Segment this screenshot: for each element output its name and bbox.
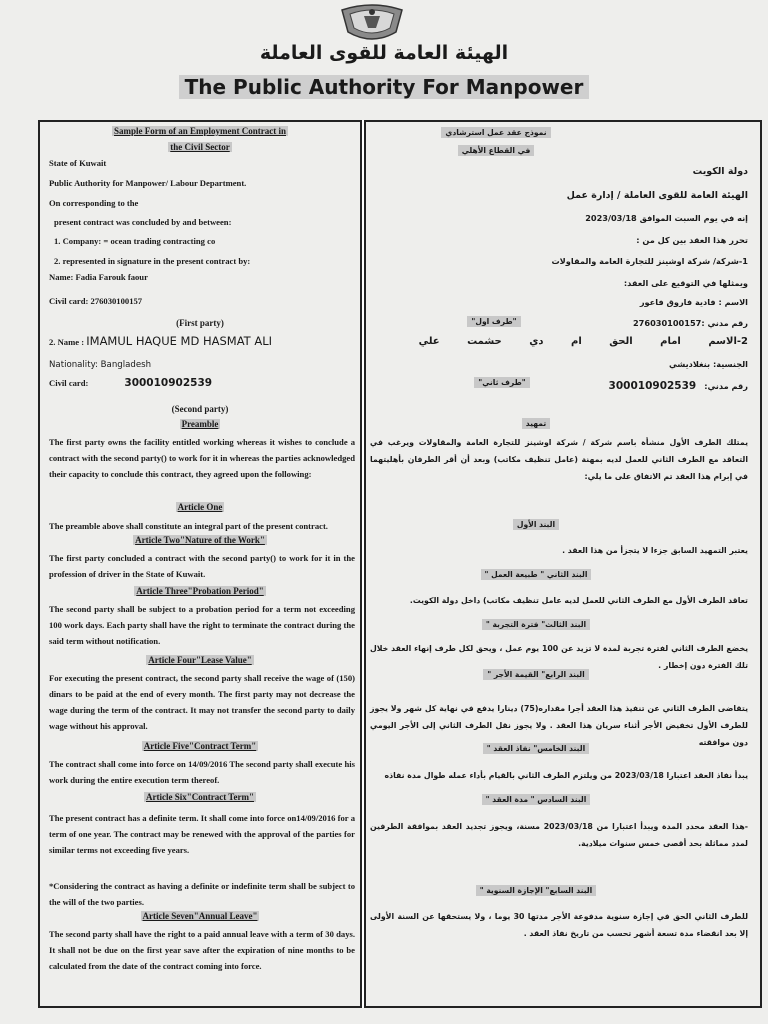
nationality-ar: الجنسية: بنغلاديشي	[668, 359, 748, 369]
rep-civil-en: Civil card: 276030100157	[49, 296, 143, 306]
preamble-text-en: The first party owns the facility entitled working whereas it wishes to conclude a contract with the second party() to work for it in whereas the parties acknowledged their capacity to conclude this contract, they agreed upon the following:	[49, 437, 355, 479]
article-two-text-ar: تعاقد الطرف الأول مع الطرف الثاني للعمل لديه عامل تنظيف مكاتب) داخل دولة الكويت.	[409, 596, 748, 605]
article-three-text-ar: يخضع الطرف الثاني لفترة تجربة لمدة لا تزيد عن 100 يوم عمل ، ويحق لكل طرف إنهاء العقد خلال تلك الفترة دون إخطار .	[370, 644, 748, 670]
on-line-en: On corresponding to the	[49, 198, 139, 208]
authority-title-arabic: الهيئة العامة للقوى العاملة	[259, 42, 509, 64]
second-party-ar: "طرف ثاني"	[462, 378, 542, 387]
article-five-header-ar: البند الخامس" نفاذ العقد "	[366, 744, 706, 753]
civil-number-en: 300010902539	[124, 377, 213, 389]
article-one-text-ar: يعتبر التمهيد السابق جزءا لا يتجزأ من هذا العقد .	[562, 546, 748, 555]
article-three-header-ar: البند الثالث" فترة التجربة "	[366, 620, 706, 629]
represented-en: 2. represented in signature in the present contract by:	[54, 256, 251, 266]
date-line-ar: إنه في يوم السبت الموافق 2023/03/18	[585, 213, 748, 223]
company-en: 1. Company: = ocean trading contracting co	[54, 236, 216, 246]
authority-en: Public Authority for Manpower/ Labour Department.	[49, 178, 247, 188]
form-title-en: Sample Form of an Employment Contract in	[114, 126, 286, 136]
article-two-header-ar: البند الثاني " طبيعة العمل "	[366, 570, 706, 579]
article-three-text-en: The second party shall be subject to a probation period for a term not exceeding 100 work days. Each party shall have the right to terminate the contract during the said term without notification.	[49, 604, 355, 646]
employee-name-row-en: 2. Name : IMAMUL HAQUE MD HASMAT ALI	[49, 334, 273, 348]
article-five-text-ar: يبدأ نفاذ العقد اعتبارا 2023/03/18 من ويلتزم الطرف الثاني بالقيام بأداء عمله طوال مدة نفاذه	[384, 771, 748, 780]
civil-row-ar: رقم مدني:300010902539	[608, 380, 748, 392]
form-title-ar: نموذج عقد عمل استرشادي	[366, 128, 626, 137]
preamble-header-en: Preamble	[181, 419, 219, 429]
article-six-text-ar: -هذا العقد محدد المدة ويبدأ اعتبارا من 2023/03/18 مسنة، ويجوز تجديد العقد بموافقة الطرفين لمدد مماثلة بحد أقصى خمس سنوات ميلادية.	[370, 822, 748, 848]
article-three-header-en: Article Three"Probation Period"	[136, 586, 264, 596]
article-seven-header-en: Article Seven"Annual Leave"	[142, 911, 258, 921]
preamble-header-ar: تمهيد	[366, 419, 706, 428]
article-four-text-en: For executing the present contract, the second party shall receive the wage of (150) dinars to be paid at the end of every month. The first party may not decrease the wage during the term of the contract. It may not transfer the second party to daily wage without his approval.	[49, 673, 355, 731]
employee-name-en: IMAMUL HAQUE MD HASMAT ALI	[86, 334, 273, 348]
preamble-text-ar: يمتلك الطرف الأول منشأة باسم شركة / شركة اوشينز للتجارة العامة والمقاولات ويرغب في التعاقد مع الطرف الثاني للعمل لديه بمهنة (عامل تنظيف مكاتب) وبعد أن أقر الطرفان بأهليتهما في إبرام هذا العقد تم الاتفاق على ما يلي:	[370, 438, 748, 481]
article-five-header-en: Article Five"Contract Term"	[143, 741, 257, 751]
concluded-ar: تحرر هذا العقد بين كل من :	[636, 235, 748, 245]
consider-note-en: *Considering the contract as having a definite or indefinite term shall be subject to the will of the two parties.	[49, 881, 355, 907]
article-one-header-ar: البند الأول	[366, 520, 706, 529]
article-four-text-ar: يتقاضى الطرف الثاني عن تنفيذ هذا العقد أجرا مقداره(75) دينارا يدفع في نهاية كل شهر ولا يجوز للطرف الأول تخفيض الأجر أثناء سريان هذا العقد . ولا يجوز نقل الطرف الثاني إلى الأجر اليومي دون موافقته	[370, 704, 749, 747]
civil-row-en: Civil card: 300010902539	[49, 377, 213, 389]
form-subtitle-en: the Civil Sector	[170, 142, 230, 152]
authority-title-english: The Public Authority For Manpower	[0, 75, 768, 99]
first-party-ar: "طرف اول"	[454, 317, 534, 326]
civil-number-ar: 300010902539	[608, 380, 697, 392]
article-five-text-en: The contract shall come into force on 14/09/2016 The second party shall execute his work during the entire execution term thereof.	[49, 759, 355, 785]
article-six-header-ar: البند السادس " مدة العقد "	[366, 795, 706, 804]
article-seven-header-ar: البند السابع" الإجازة السنوية "	[366, 886, 706, 895]
arabic-column	[364, 120, 762, 1008]
first-party-en: (First party)	[176, 318, 224, 328]
employee-name-ar: 2-الاسم امام الحق ام دي حشمت علي	[418, 336, 748, 347]
second-party-en: (Second party)	[171, 404, 229, 414]
article-seven-text-ar: للطرف الثاني الحق في إجازة سنوية مدفوعة الأجر مدتها 30 يوما ، ولا يستحقها عن السنة الأولى إلا بعد انقضاء مدة تسعة أشهر تحسب من تاريخ نفاذ العقد .	[370, 912, 748, 938]
article-four-header-ar: البند الرابع" القيمة الأجر "	[366, 670, 706, 679]
article-one-text-en: The preamble above shall constitute an integral part of the present contract.	[49, 521, 328, 531]
nationality-en: Nationality: Bangladesh	[49, 360, 152, 370]
rep-name-en: Name: Fadia Farouk faour	[49, 272, 148, 282]
kuwait-emblem-icon	[336, 2, 408, 46]
article-six-text-en: The present contract has a definite term. It shall come into force on14/09/2016 for a term of one year. The contract may be renewed with the approval of the parties for similar terms not exceeding five years.	[49, 813, 355, 855]
form-subtitle-ar: في القطاع الأهلي	[366, 146, 626, 155]
rep-name-ar: الاسم : فادية فاروق فاعور	[639, 297, 748, 307]
represented-ar: ويمثلها في التوقيع على العقد:	[623, 278, 748, 288]
state-ar: دولة الكويت	[692, 166, 748, 177]
article-one-header-en: Article One	[177, 502, 223, 512]
article-six-header-en: Article Six"Contract Term"	[146, 792, 254, 802]
article-four-header-en: Article Four"Lease Value"	[148, 655, 252, 665]
english-column	[38, 120, 362, 1008]
article-two-header-en: Article Two"Nature of the Work"	[135, 535, 265, 545]
article-seven-text-en: The second party shall have the right to a paid annual leave with a term of 30 days. It shall not be due on the first year save after the expiration of nine months to be calculated from the date of the contract coming into force.	[49, 929, 355, 971]
authority-ar: الهيئة العامة للقوى العاملة / إدارة عمل	[566, 190, 748, 201]
rep-civil-ar: رقم مدني :276030100157	[632, 318, 748, 328]
article-two-text-en: The first party concluded a contract with the second party() to work for it in the profession of driver in the State of Kuwait.	[49, 553, 355, 579]
company-ar: 1-شركة/ شركة اوشينز للتجارة العامة والمقاولات	[551, 256, 748, 266]
concluded-en: present contract was concluded by and between:	[54, 217, 232, 227]
state-en: State of Kuwait	[49, 158, 107, 168]
